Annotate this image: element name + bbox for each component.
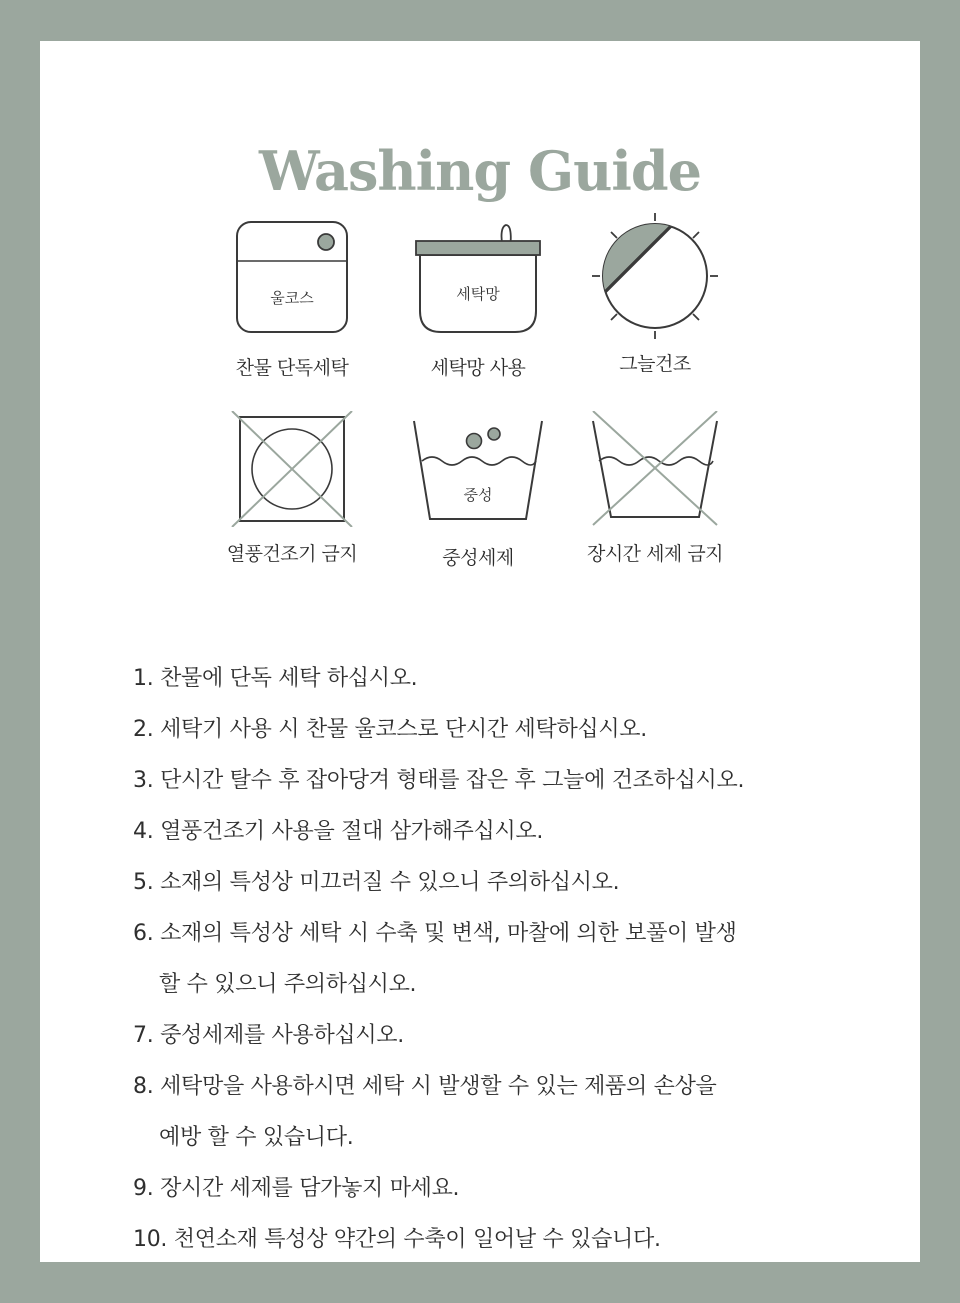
icon-no-soaking (565, 411, 745, 566)
icon-label-shade-dry: 그늘건조 (619, 353, 691, 375)
icon-label-no-soaking: 장시간 세제 금지 (586, 543, 724, 565)
icon-label-cold-wash: 찬물 단독세탁 (235, 357, 349, 379)
cold-wash-icon (202, 219, 382, 339)
instruction-item: 10. 천연소재 특성상 약간의 수축이 일어날 수 있습니다. (133, 1227, 661, 1252)
icon-laundry-net (388, 219, 568, 380)
icon-shade-dry (565, 213, 745, 376)
no-tumble-dry-icon (202, 411, 382, 527)
instruction-continuation: 할 수 있으니 주의하십시오. (159, 972, 417, 997)
instruction-continuation: 예방 할 수 있습니다. (159, 1125, 354, 1150)
icon-label-neutral-detergent: 중성세제 (442, 547, 514, 569)
instruction-item: 6. 소재의 특성상 세탁 시 수축 및 변색, 마찰에 의한 보풀이 발생 할 수 있으니 주의하십시오. (133, 908, 893, 1010)
shade-dry-icon (565, 213, 745, 339)
instruction-item: 5. 소재의 특성상 미끄러질 수 있으니 주의하십시오. (133, 870, 620, 895)
instruction-item: 3. 단시간 탈수 후 잡아당겨 형태를 잡은 후 그늘에 건조하십시오. (133, 768, 745, 793)
cold-wash-icon-text: 울코스 (270, 289, 314, 307)
page-title: Washing Guide (259, 139, 701, 203)
no-soaking-icon (565, 411, 745, 527)
icon-neutral-detergent (388, 415, 568, 570)
icon-no-tumble-dry (202, 411, 382, 566)
icon-label-no-tumble-dry: 열풍건조기 금지 (226, 543, 358, 565)
instruction-item: 4. 열풍건조기 사용을 절대 삼가해주십시오. (133, 819, 544, 844)
icon-cold-wash (202, 219, 382, 380)
instruction-list (133, 653, 893, 1265)
neutral-detergent-icon (388, 415, 568, 527)
instruction-item: 2. 세탁기 사용 시 찬물 울코스로 단시간 세탁하십시오. (133, 717, 647, 742)
icon-label-laundry-net: 세탁망 사용 (430, 357, 526, 379)
neutral-detergent-icon-text: 중성 (463, 486, 493, 504)
instruction-item: 9. 장시간 세제를 담가놓지 마세요. (133, 1176, 460, 1201)
instruction-item: 1. 찬물에 단독 세탁 하십시오. (133, 666, 418, 691)
laundry-net-icon (388, 219, 568, 339)
laundry-net-icon-text: 세탁망 (456, 285, 500, 303)
washing-guide-card (40, 41, 920, 1262)
instruction-item: 8. 세탁망을 사용하시면 세탁 시 발생할 수 있는 제품의 손상을 예방 할 수 있습니다. (133, 1061, 893, 1163)
instruction-item: 7. 중성세제를 사용하십시오. (133, 1023, 404, 1048)
